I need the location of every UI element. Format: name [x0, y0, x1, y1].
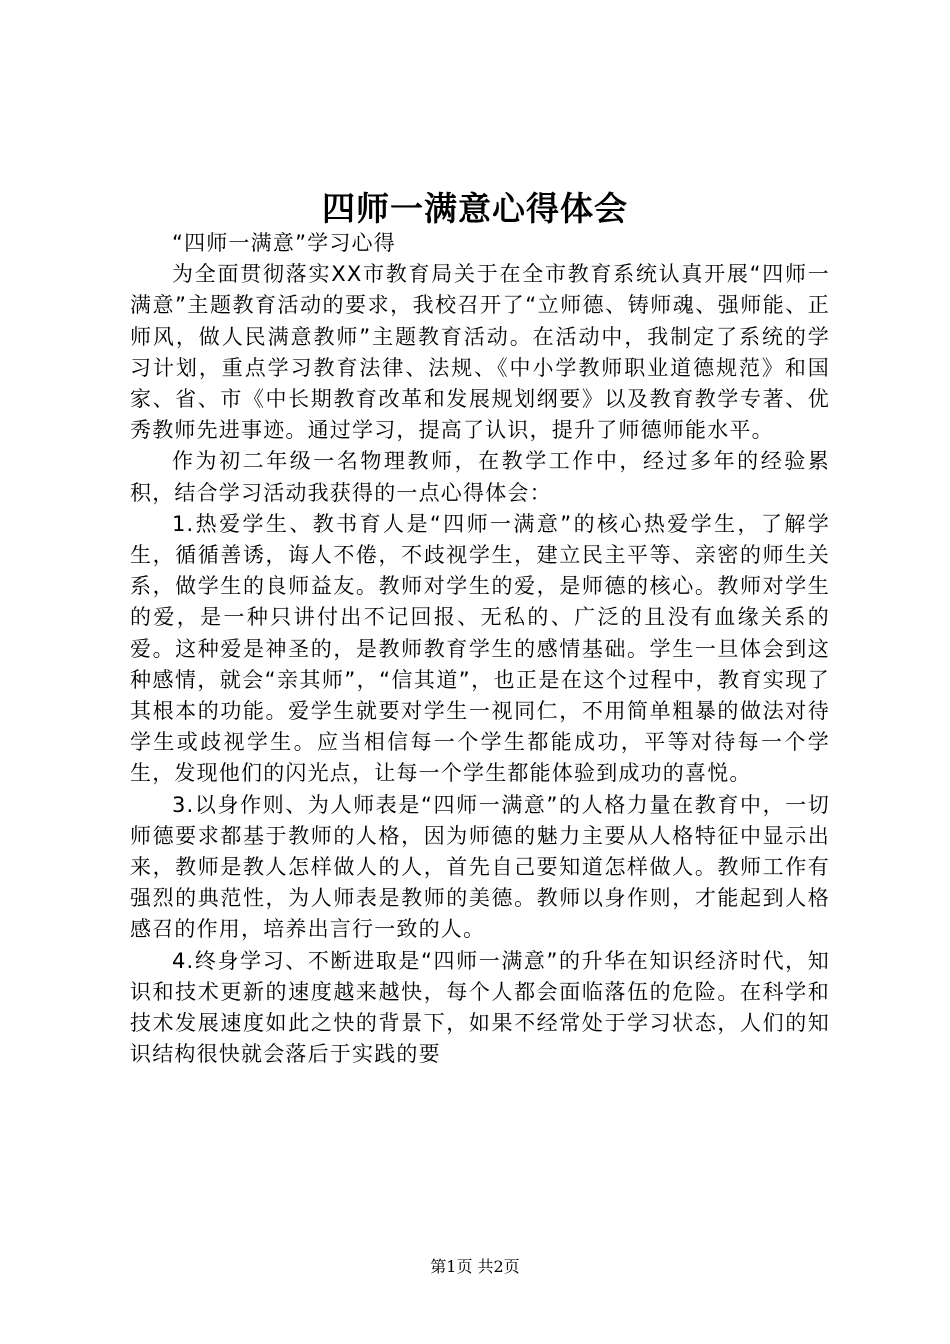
paragraph: 1.热爱学生、教书育人是“四师一满意”的核心热爱学生，了解学生，循循善诱，诲人不倦，不歧视学生，建立民主平等、亲密的师生关系，做学生的良师益友。教师对学生的爱，是师德的核心。教师对学生的爱，是一种只讲付出不记回报、无私的、广泛的且没有血缘关系的爱。这种爱是神圣的，是教师教育学生的感情基础。学生一旦体会到这种感情，就会“亲其师”，“信其道”，也正是在这个过程中，教育实现了其根本的功能。爱学生就要对学生一视同仁，不用简单粗暴的做法对待学生或歧视学生。应当相信每一个学生都能成功，平等对待每一个学生，发现他们的闪光点，让每一个学生都能体验到成功的喜悦。: [130, 511, 830, 786]
paragraph-heading: “四师一满意”学习心得: [172, 231, 396, 255]
paragraph: 3.以身作则、为人师表是“四师一满意”的人格力量在教育中，一切师德要求都基于教师的人格，因为师德的魅力主要从人格特征中显示出来，教师是教人怎样做人的人，首先自己要知道怎样做人。教师工作有强烈的典范性，为人师表是教师的美德。教师以身作则，才能起到人格感召的作用，培养出言行一致的人。: [130, 792, 830, 942]
paragraph: 4.终身学习、不断进取是“四师一满意”的升华在知识经济时代，知识和技术更新的速度越来越快，每个人都会面临落伍的危险。在科学和技术发展速度如此之快的背景下，如果不经常处于学习状态，人们的知识结构很快就会落后于实践的要: [130, 948, 830, 1067]
page-number-footer: 第1页 共2页: [430, 1257, 520, 1276]
paragraph: 作为初二年级一名物理教师，在教学工作中，经过多年的经验累积，结合学习活动我获得的一点心得体会：: [130, 449, 830, 505]
document-body: [130, 228, 830, 1070]
document-title: 四师一满意心得体会: [322, 189, 628, 228]
paragraph: 为全面贯彻落实XX市教育局关于在全市教育系统认真开展“四师一满意”主题教育活动的要求，我校召开了“立师德、铸师魂、强师能、正师风，做人民满意教师”主题教育活动。在活动中，我制定了系统的学习计划，重点学习教育法律、法规、《中小学教师职业道德规范》和国家、省、市《中长期教育改革和发展规划纲要》以及教育教学专著、优秀教师先进事迹。通过学习，提高了认识，提升了师德师能水平。: [130, 262, 830, 443]
